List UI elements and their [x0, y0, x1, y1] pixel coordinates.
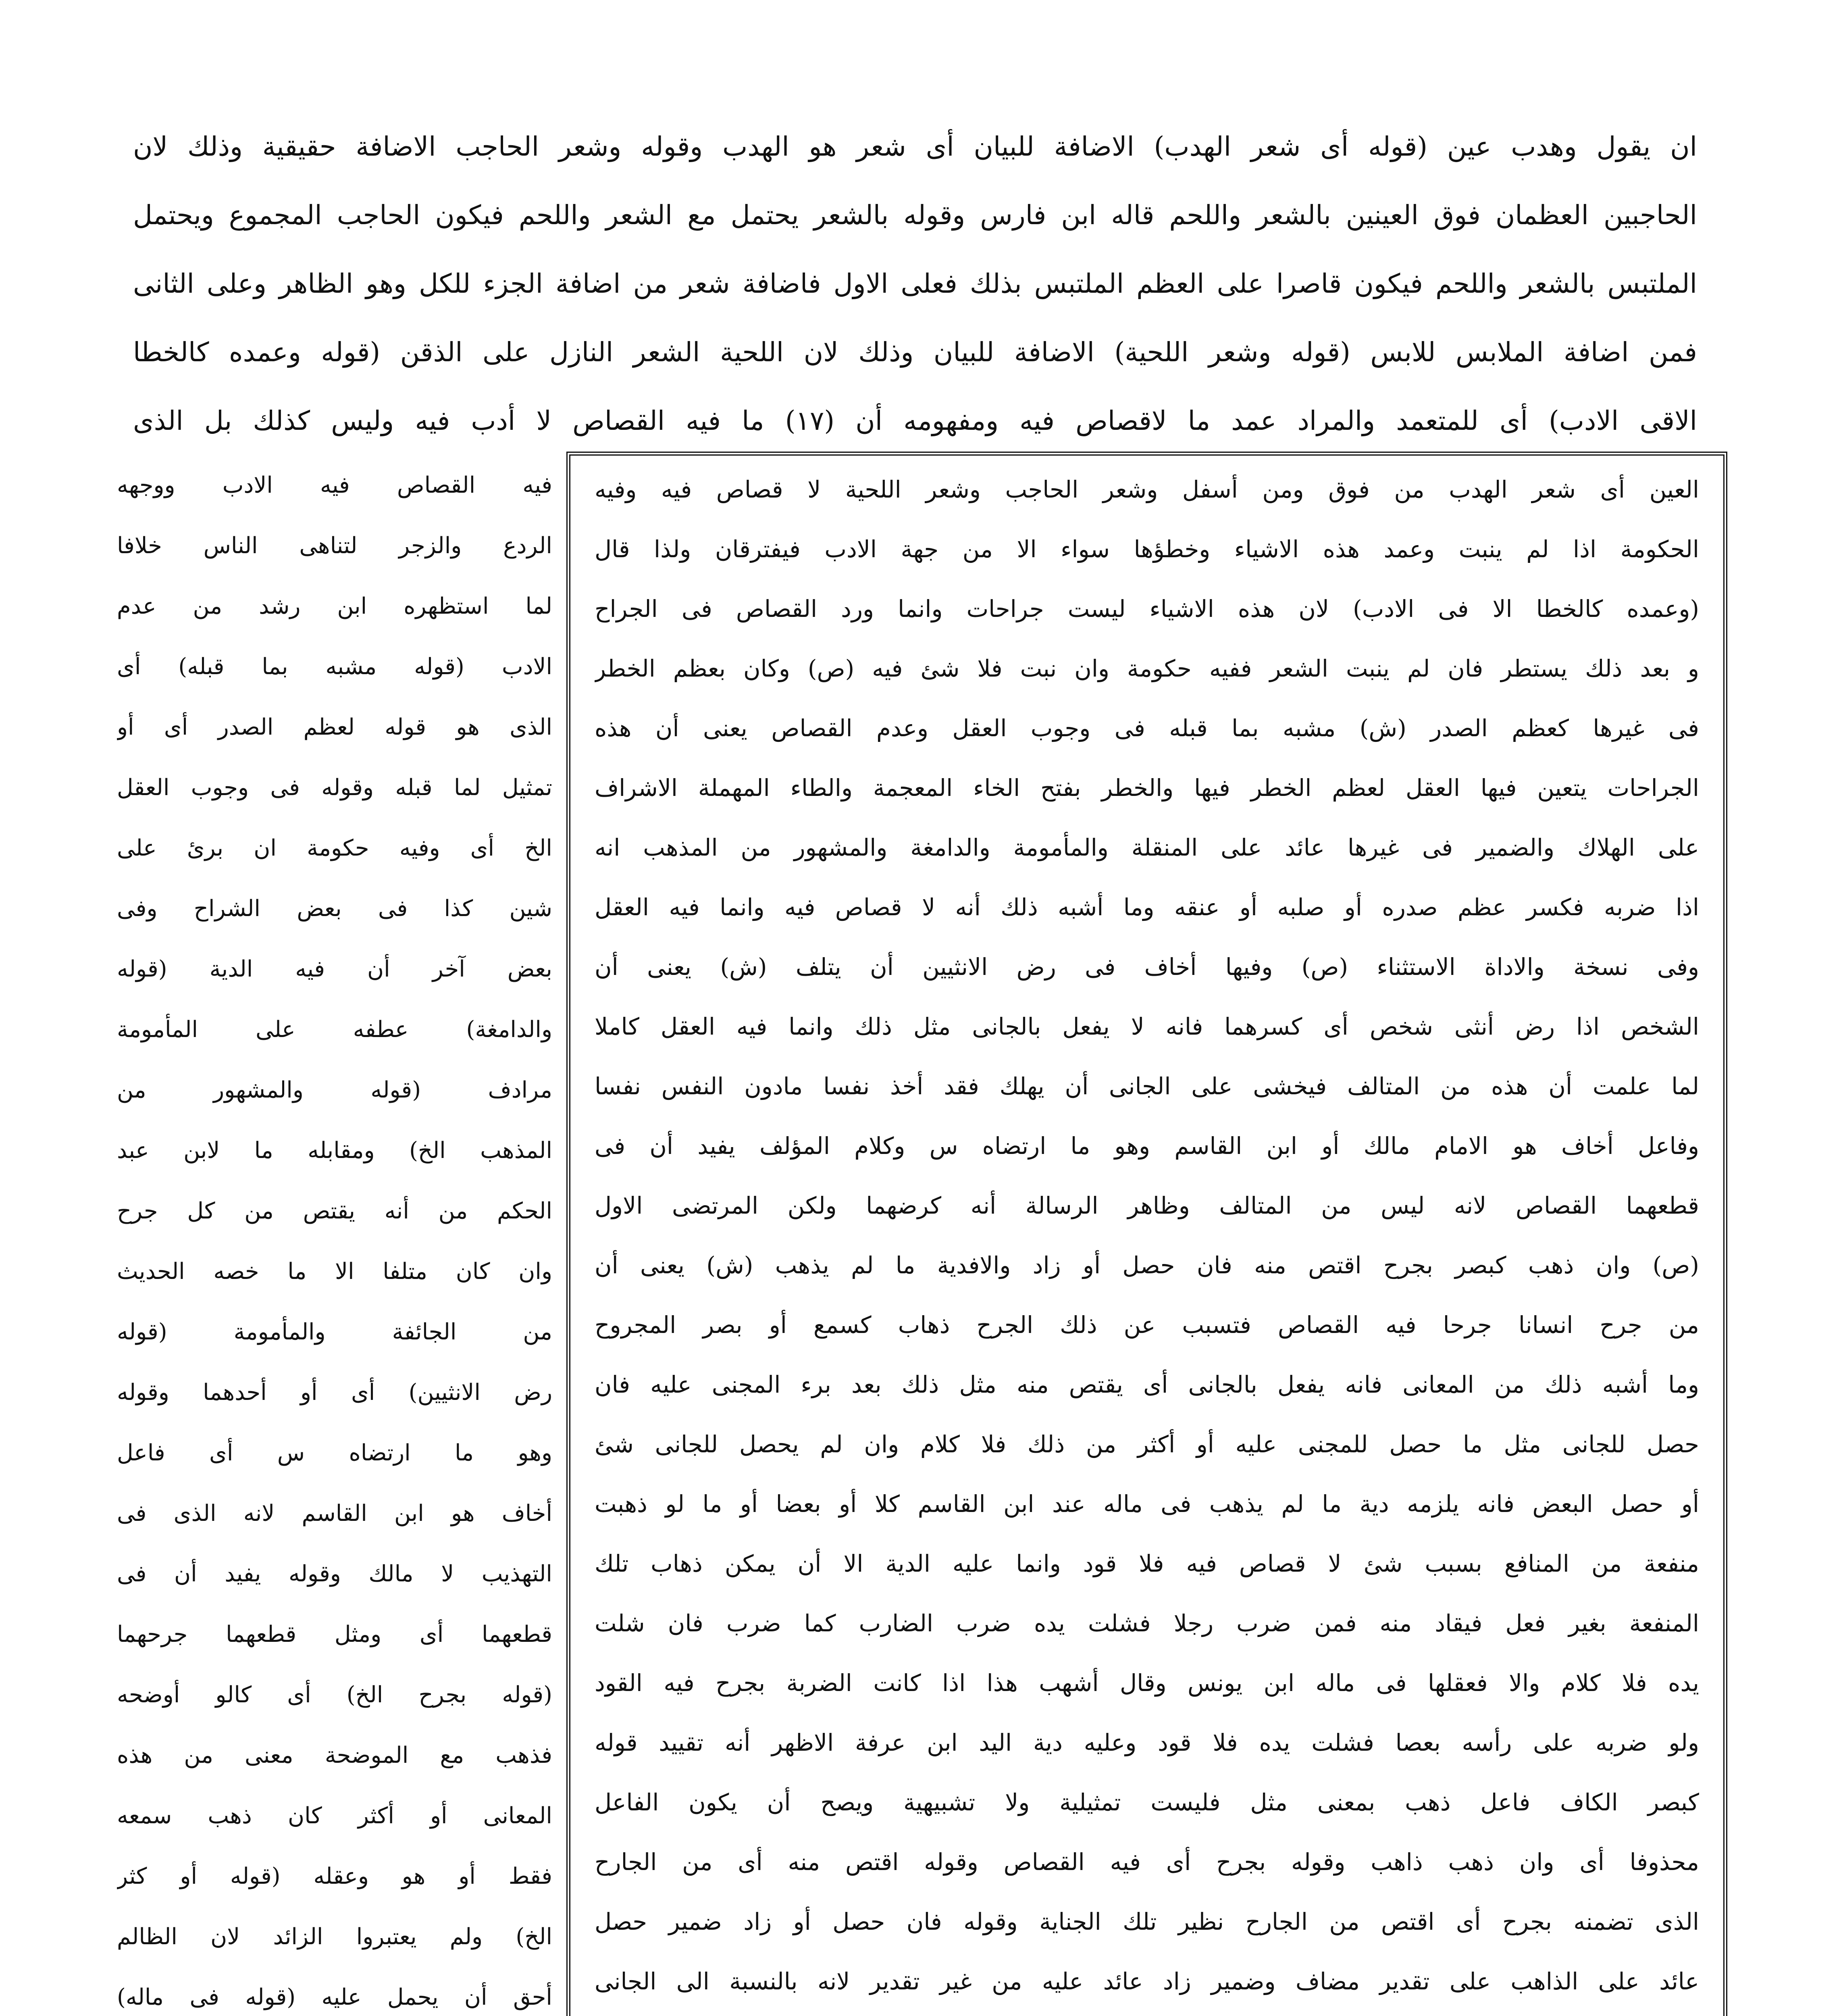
main-line: (وعمده كالخطا الا فى الادب) لان هذه الاشياء ليست جراحات وانما ورد القصاص فى الجراح: [595, 595, 1699, 623]
margin-line: الردع والزجر لتناهى الناس خلافا: [117, 533, 552, 559]
margin-line: شين كذا فى بعض الشراح وفى: [117, 896, 552, 922]
margin-line: وان كان متلفا الا ما خصه الحديث: [117, 1258, 552, 1285]
margin-line: تمثيل لما قبله وقوله فى وجوب العقل: [117, 775, 552, 801]
margin-line: المعانى أو أكثر كان ذهب سمعه: [117, 1803, 552, 1829]
main-line: كبصر الكاف فاعل ذهب بمعنى مثل فليست تمثيلية ولا تشبيهية ويصح أن يكون الفاعل: [595, 1789, 1699, 1816]
margin-line: لما استظهره ابن رشد من عدم: [117, 593, 552, 619]
margin-line: أخاف هو ابن القاسم لانه الذى فى: [117, 1500, 552, 1527]
main-line: عائد على الذاهب على تقدير مضاف وضمير زاد عائد عليه من غير تقدير لانه بالنسبة الى الجانى: [595, 1968, 1699, 1995]
main-line: الحكومة اذا لم ينبت وعمد هذه الاشياء وخطؤها سواء الا من جهة الادب فيفترقان ولذا قال: [595, 535, 1699, 563]
margin-line: مرادف (قوله والمشهور من: [117, 1077, 552, 1103]
main-line: وفى نسخة والاداة الاستثناء (ص) وفيها أخاف فى رض الانثيين أن يتلف (ش) يعنى أن: [595, 953, 1699, 981]
margin-line: أحق أن يحمل عليه (قوله فى ماله): [117, 1984, 552, 2010]
main-line: الشخص اذا رض أنثى شخص أى كسرهما فانه لا يفعل بالجانى مثل ذلك وانما فيه العقل كاملا: [595, 1013, 1699, 1040]
margin-line: من الجائفة والمأمومة (قوله: [117, 1319, 552, 1345]
main-line: ولو ضربه على رأسه بعصا فشلت يده فلا قود وعليه دية اليد ابن عرفة الاظهر أنه تقييد قوله: [595, 1729, 1699, 1756]
main-line: الجراحات يتعين فيها العقل لعظم الخطر فيها والخطر بفتح الخاء المعجمة والطاء المهملة الاشراف: [595, 774, 1699, 802]
margin-line: (قوله بجرح الخ) أى كالو أوضحه: [117, 1682, 552, 1708]
margin-line: والدامغة) عطفه على المأمومة: [117, 1016, 552, 1043]
main-line: على الهلاك والضمير فى غيرها عائد على المنقلة والمأمومة والدامغة والمشهور من المذهب انه: [595, 834, 1699, 861]
top-line: فمن اضافة الملابس للابس (قوله وشعر اللحية) الاضافة للبيان وذلك لان اللحية الشعر النازل على الذقن (قوله وعمده كالخطا: [133, 337, 1697, 368]
margin-line: رض الانثيين) أى أو أحدهما وقوله: [117, 1379, 552, 1406]
main-line: من جرح انسانا جرحا فيه القصاص فتسبب عن ذلك الجرح ذهاب كسمع أو بصر المجروح: [595, 1311, 1699, 1339]
margin-line: الخ) ولم يعتبروا الزائد لان الظالم: [117, 1924, 552, 1950]
main-line: وفاعل أخاف هو الامام مالك أو ابن القاسم وهو ما ارتضاه س وكلام المؤلف يفيد أن فى: [595, 1132, 1699, 1160]
margin-line: قطعهما أى ومثل قطعهما جرحهما: [117, 1621, 552, 1647]
margin-line: فيه القصاص فيه الادب ووجهه: [117, 472, 552, 498]
main-line: وما أشبه ذلك من المعانى فانه يفعل بالجانى أى يقتص منه مثل ذلك بعد برء المجنى عليه فان: [595, 1371, 1699, 1398]
main-line: محذوفا أى وان ذهب ذاهب وقوله بجرح أى فيه القصاص وقوله اقتص منه أى من الجارح: [595, 1848, 1699, 1876]
main-line: المنفعة بغير فعل فيقاد منه فمن ضرب رجلا فشلت يده ضرب الضارب كما ضرب فان شلت: [595, 1610, 1699, 1637]
main-line: العين أى شعر الهدب من فوق ومن أسفل وشعر الحاجب وشعر اللحية لا قصاص فيه وفيه: [595, 476, 1699, 503]
main-line: أو حصل البعض فانه يلزمه دية ما لم يذهب فى ماله عند ابن القاسم كلا أو بعضا أو ما لو ذهبت: [595, 1490, 1699, 1518]
margin-line: الخ أى وفيه حكومة ان برئ على: [117, 835, 552, 861]
main-line: يده فلا كلام والا فعقلها فى ماله ابن يونس وقال أشهب هذا اذا كانت الضربة بجرح فيه القود: [595, 1669, 1699, 1697]
top-line: ان يقول وهدب عين (قوله أى شعر الهدب) الاضافة للبيان أى شعر هو الهدب وقوله وشعر الحاجب الاضافة حقيقية وذلك لان: [133, 131, 1697, 162]
main-line: (ص) وان ذهب كبصر بجرح اقتص منه فان حصل أو زاد والافدية ما لم يذهب (ش) يعنى أن: [595, 1252, 1699, 1279]
margin-line: بعض آخر أن فيه الدية (قوله: [117, 956, 552, 982]
main-line: منفعة من المنافع بسبب شئ لا قصاص فيه فلا قود وانما عليه الدية الا أن يمكن ذهاب تلك: [595, 1550, 1699, 1577]
main-text-frame: [566, 452, 1727, 2016]
main-line: الذى تضمنه بجرح أى اقتص من الجارح نظير تلك الجناية وقوله فان حصل أو زاد ضمير حصل: [595, 1908, 1699, 1935]
margin-line: فذهب مع الموضحة معنى من هذه: [117, 1742, 552, 1768]
margin-line: الذى هو قوله لعظم الصدر أى أو: [117, 714, 552, 740]
margin-line: الادب (قوله مشبه بما قبله) أى: [117, 654, 552, 680]
margin-line: التهذيب لا مالك وقوله يفيد أن فى: [117, 1561, 552, 1587]
top-line: الحاجبين العظمان فوق العينين بالشعر واللحم قاله ابن فارس وقوله بالشعر يحتمل مع الشعر واللحم فيكون الحاجب المجموع ويحتمل: [133, 200, 1697, 231]
main-line: اذا ضربه فكسر عظم صدره أو صلبه أو عنقه وما أشبه ذلك أنه لا قصاص فيه وانما فيه العقل: [595, 893, 1699, 921]
margin-line: فقط أو هو وعقله (قوله أو كثر: [117, 1863, 552, 1889]
margin-line: المذهب الخ) ومقابله ما لابن عبد: [117, 1137, 552, 1164]
margin-line: وهو ما ارتضاه س أى فاعل: [117, 1440, 552, 1466]
main-line: لما علمت أن هذه من المتالف فيخشى على الجانى أن يهلك فقد أخذ نفسا مادون النفس نفسا: [595, 1073, 1699, 1100]
main-line: قطعهما القصاص لانه ليس من المتالف وظاهر الرسالة أنه كرضهما ولكن المرتضى الاول: [595, 1192, 1699, 1219]
main-line: و بعد ذلك يستطر فان لم ينبت الشعر ففيه حكومة وان نبت فلا شئ فيه (ص) وكان بعظم الخطر: [595, 655, 1699, 682]
top-line: الاقى الادب) أى للمتعمد والمراد عمد ما لاقصاص فيه ومفهومه أن (١٧) ما فيه القصاص لا أدب فيه وليس كذلك بل الذى: [133, 405, 1697, 436]
main-line: فى غيرها كعظم الصدر (ش) مشبه بما قبله فى وجوب العقل وعدم القصاص يعنى أن هذه: [595, 714, 1699, 742]
top-line: الملتبس بالشعر واللحم فيكون قاصرا على العظم الملتبس بذلك فعلى الاول فاضافة شعر من اضافة الجزء للكل وهو الظاهر وعلى الثانى: [133, 268, 1697, 299]
margin-line: الحكم من أنه يقتص من كل جرح: [117, 1198, 552, 1224]
main-line: حصل للجانى مثل ما حصل للمجنى عليه أو أكثر من ذلك فلا كلام وان لم يحصل للجانى شئ: [595, 1431, 1699, 1458]
